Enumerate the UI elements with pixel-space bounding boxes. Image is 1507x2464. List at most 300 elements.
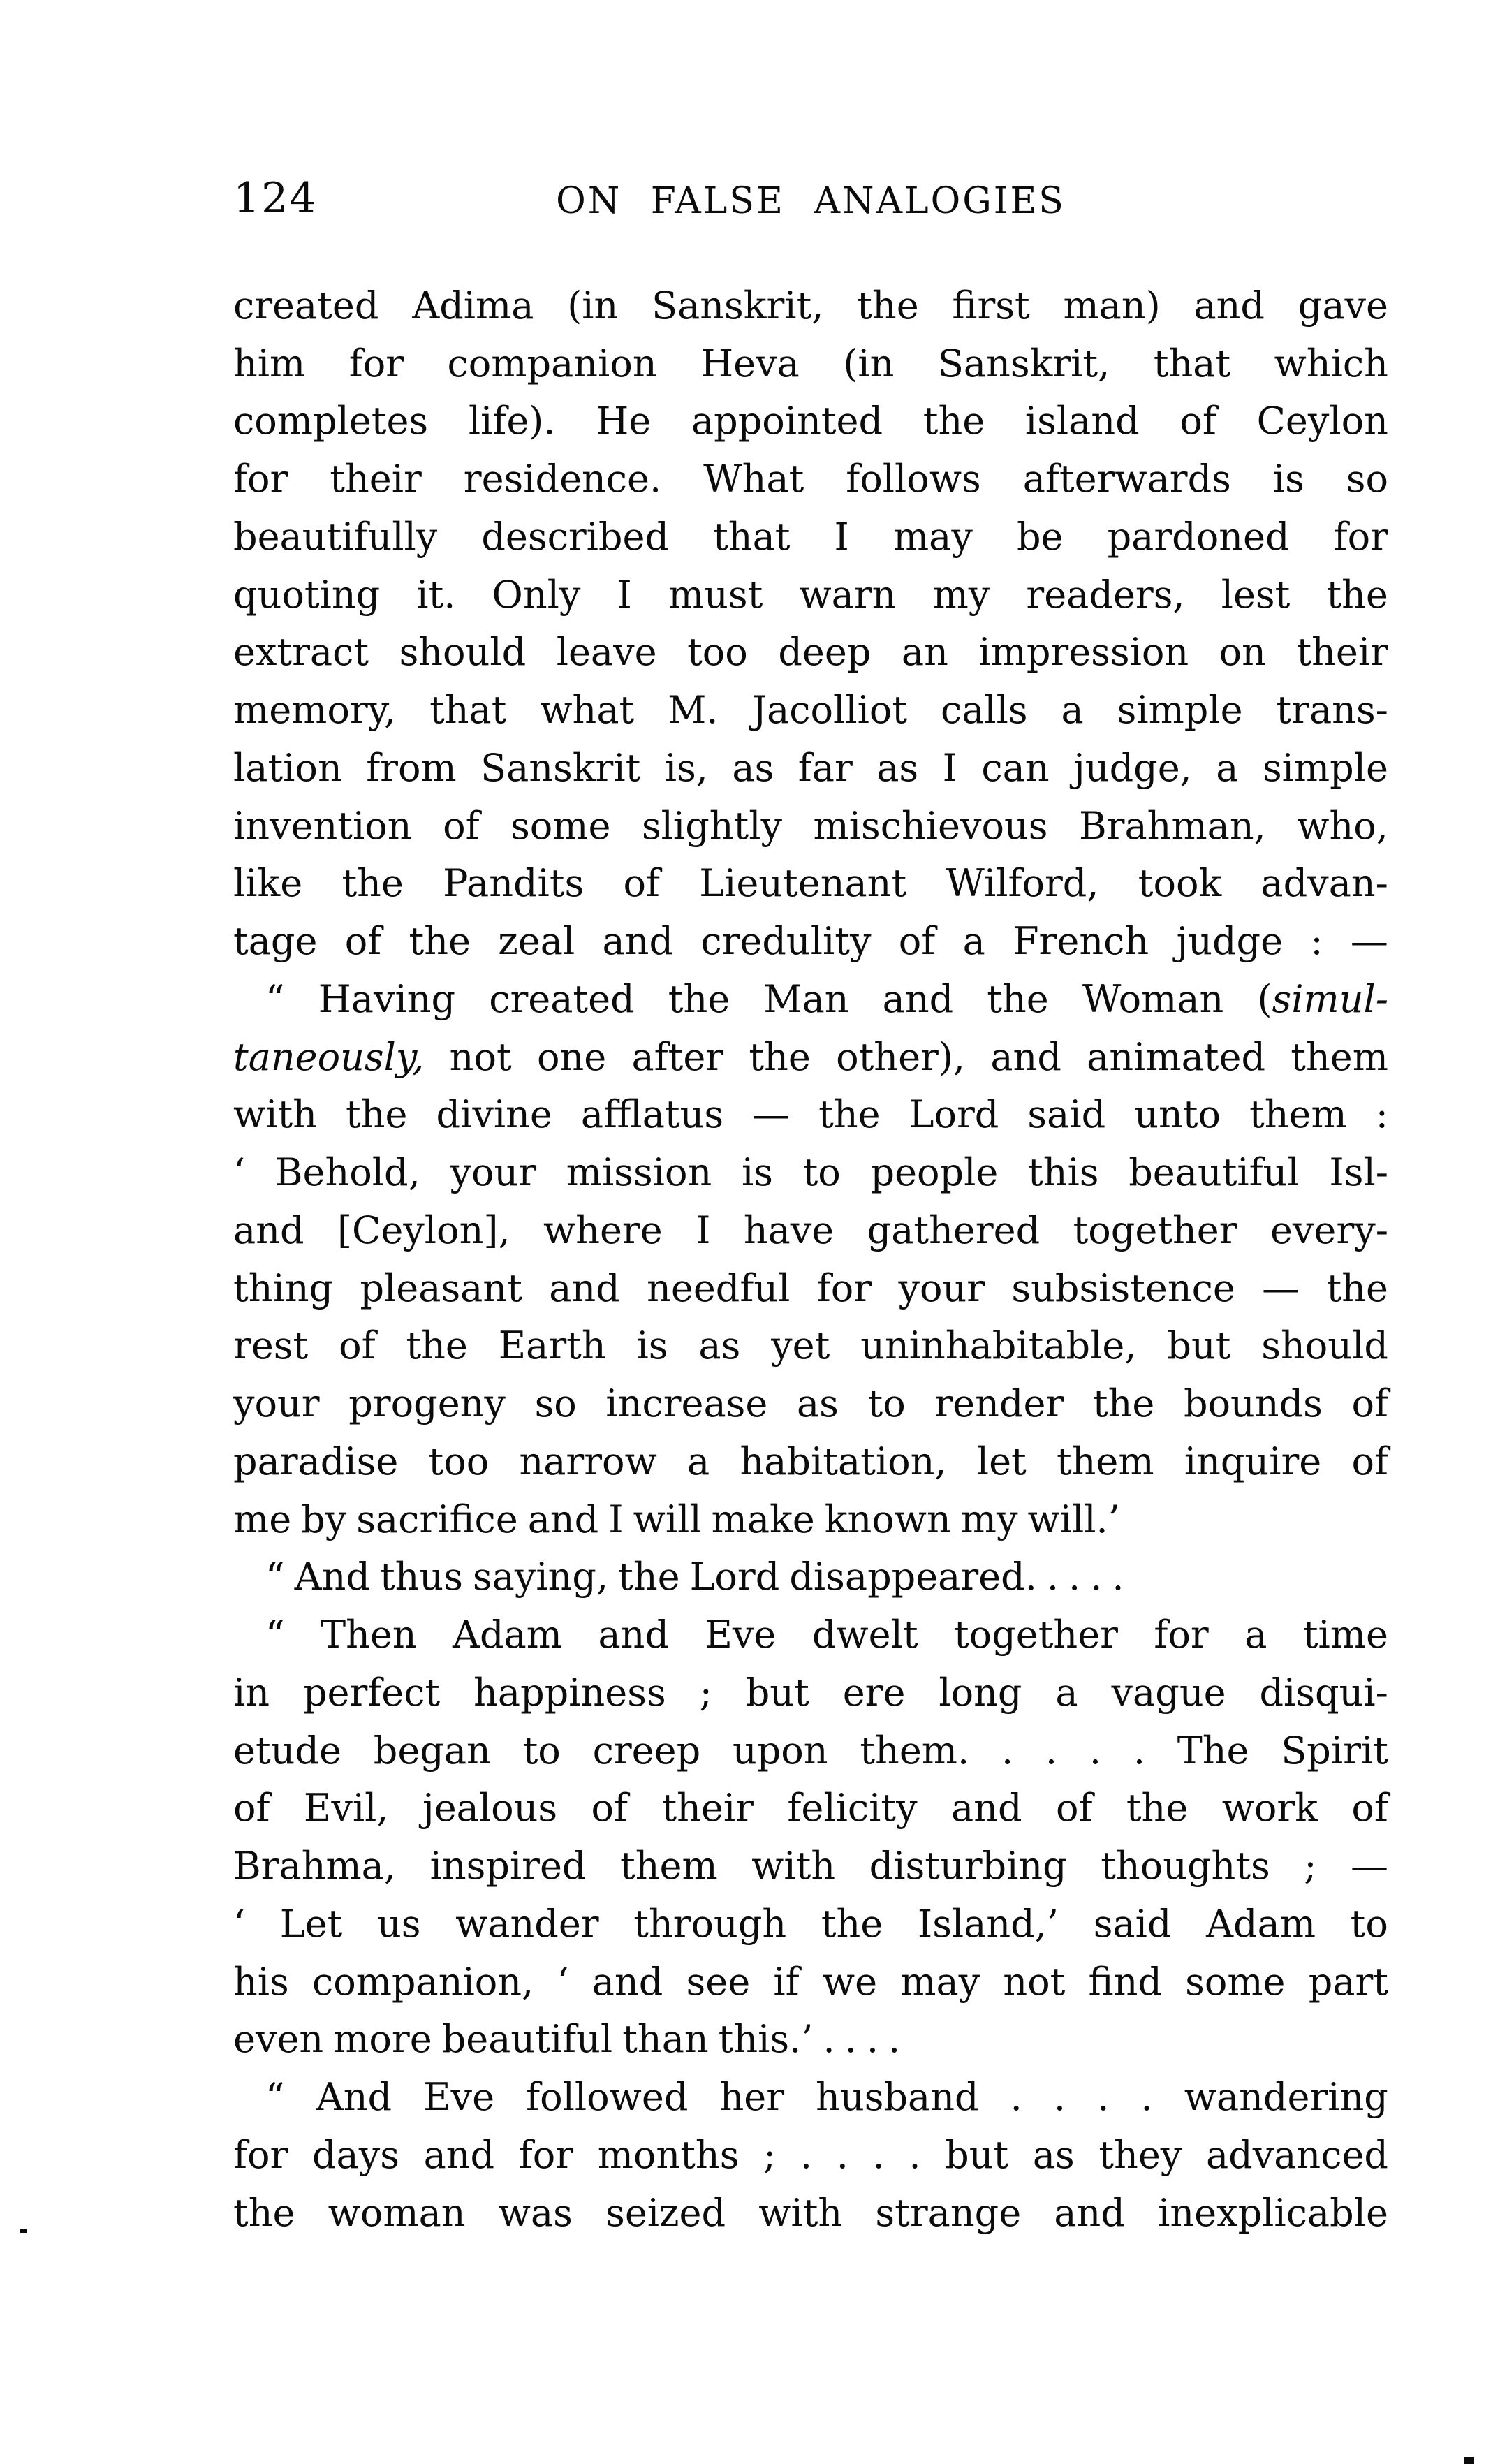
word: work xyxy=(1221,1786,1318,1831)
word: them. xyxy=(860,1728,970,1773)
text-line xyxy=(233,1086,1388,1144)
word: husband xyxy=(816,2075,979,2120)
word: for xyxy=(233,2132,288,2177)
word: her xyxy=(719,2075,785,2120)
word: where xyxy=(543,1208,663,1252)
word: Wilford, xyxy=(946,861,1099,906)
word: began xyxy=(373,1728,491,1773)
word: readers, xyxy=(1026,572,1185,617)
word: residence. xyxy=(463,457,662,501)
word: my xyxy=(960,1497,1018,1541)
word: jealous xyxy=(422,1786,558,1831)
word: . xyxy=(909,2132,921,2177)
word: French xyxy=(1013,919,1149,964)
word: (simul- xyxy=(1257,976,1388,1021)
word: habitation, xyxy=(740,1439,947,1483)
word: described xyxy=(481,514,670,559)
word: . xyxy=(844,2017,857,2062)
word: advan- xyxy=(1260,861,1388,906)
word: and xyxy=(951,1786,1022,1831)
word: . xyxy=(1010,2075,1022,2120)
word: Adam xyxy=(1206,1901,1316,1946)
word: gave xyxy=(1298,283,1388,328)
word: of xyxy=(344,919,382,964)
word: but xyxy=(745,1670,809,1715)
word: the xyxy=(668,976,730,1021)
word: must xyxy=(668,572,763,617)
ink-smudge-mark xyxy=(20,2229,27,2233)
word: and xyxy=(990,1034,1061,1079)
word: their xyxy=(1296,630,1388,675)
word: advanced xyxy=(1205,2132,1388,2177)
word: and xyxy=(1054,2190,1125,2235)
word: with xyxy=(751,1844,836,1889)
word: — xyxy=(1350,1844,1388,1889)
word: ; xyxy=(1304,1844,1317,1889)
word: Only xyxy=(492,572,581,617)
word: I xyxy=(942,745,957,790)
word: What xyxy=(703,457,804,501)
word: And xyxy=(294,1555,370,1599)
word: ere xyxy=(842,1670,906,1715)
word: afflatus xyxy=(580,1092,724,1137)
word: tage xyxy=(233,919,318,964)
word: a xyxy=(1244,1613,1267,1657)
text-line xyxy=(233,1201,1388,1259)
word: The xyxy=(1177,1728,1249,1773)
word: inexplicable xyxy=(1158,2190,1388,2235)
word: will xyxy=(633,1497,702,1541)
word: a xyxy=(962,919,985,964)
word: . xyxy=(1133,1728,1145,1773)
word: — xyxy=(1262,1266,1300,1310)
word: — xyxy=(1350,919,1388,964)
word: Adima xyxy=(412,283,534,328)
word: created xyxy=(489,976,635,1021)
word: increase xyxy=(605,1381,768,1426)
text-line xyxy=(233,1143,1388,1201)
word: paradise xyxy=(233,1439,399,1483)
text-line xyxy=(233,970,1388,1028)
word: and xyxy=(602,919,674,964)
word: said xyxy=(1093,1901,1172,1946)
word: bounds xyxy=(1183,1381,1323,1426)
word: vague xyxy=(1111,1670,1226,1715)
word: far xyxy=(797,745,853,790)
word: uninhabitable, xyxy=(860,1323,1137,1368)
word: your xyxy=(233,1381,320,1426)
word: Behold, xyxy=(274,1150,420,1195)
word: first xyxy=(952,283,1030,328)
word: Then xyxy=(321,1613,417,1657)
word: them xyxy=(620,1844,718,1889)
text-line xyxy=(233,1490,1388,1548)
text-line xyxy=(233,1953,1388,2011)
word: and xyxy=(423,2132,495,2177)
word: thing xyxy=(233,1266,334,1310)
word: to xyxy=(802,1150,841,1195)
word: the xyxy=(749,1034,811,1079)
word: pardoned xyxy=(1107,514,1290,559)
word: companion xyxy=(447,341,657,386)
word: Adam xyxy=(453,1613,563,1657)
word: Island,’ xyxy=(917,1901,1059,1946)
word: and xyxy=(882,976,954,1021)
word: and xyxy=(549,1266,620,1310)
word: : xyxy=(1310,919,1323,964)
word: . xyxy=(1089,1728,1102,1773)
word: Lieutenant xyxy=(699,861,907,906)
word: warn xyxy=(799,572,897,617)
word: . xyxy=(1112,1555,1124,1599)
word: an xyxy=(901,630,948,675)
text-line xyxy=(233,912,1388,970)
word: for xyxy=(348,341,404,386)
word: sacrifice xyxy=(356,1497,518,1541)
word: let xyxy=(976,1439,1027,1483)
word: us xyxy=(376,1901,421,1946)
word: it. xyxy=(416,572,456,617)
word: Sanskrit xyxy=(480,745,641,790)
word: not xyxy=(1003,1959,1066,2004)
word: thoughts xyxy=(1101,1844,1270,1889)
word: deep xyxy=(778,630,872,675)
word: your xyxy=(450,1150,537,1195)
word: inquire xyxy=(1184,1439,1322,1483)
word: is xyxy=(1272,457,1304,501)
word: quoting xyxy=(233,572,381,617)
word: extract xyxy=(233,630,369,675)
word: that xyxy=(713,514,791,559)
word: from xyxy=(366,745,457,790)
word: took xyxy=(1138,861,1222,906)
word: Lord xyxy=(689,1555,780,1599)
text-line xyxy=(233,797,1388,855)
word: should xyxy=(1261,1323,1388,1368)
word: ‘ xyxy=(557,1959,569,2004)
word: island xyxy=(1024,399,1140,443)
word: them xyxy=(1291,1034,1388,1079)
word: them xyxy=(1249,1092,1347,1137)
word: can xyxy=(981,745,1050,790)
word: and xyxy=(233,1208,304,1252)
word: judge xyxy=(1176,919,1284,964)
word: Eve xyxy=(423,2075,495,2120)
word: them xyxy=(1056,1439,1154,1483)
word: will.’ xyxy=(1027,1497,1120,1541)
word: is xyxy=(636,1323,668,1368)
word: through xyxy=(633,1901,787,1946)
word: a xyxy=(1061,688,1084,733)
word: the xyxy=(409,919,471,964)
word: is, xyxy=(664,745,708,790)
word: every- xyxy=(1270,1208,1388,1252)
word: . xyxy=(1053,2075,1066,2120)
word: as xyxy=(732,745,774,790)
word: . xyxy=(866,2017,879,2062)
word: even xyxy=(233,2017,324,2062)
word: a xyxy=(1055,1670,1078,1715)
word: lest xyxy=(1221,572,1291,617)
word: as xyxy=(698,1323,741,1368)
word: I xyxy=(617,572,632,617)
word: their xyxy=(661,1786,753,1831)
word: ‘ xyxy=(233,1901,246,1946)
word: life). xyxy=(468,399,556,443)
word: unto xyxy=(1134,1092,1221,1137)
word: : xyxy=(1375,1092,1388,1137)
word: some xyxy=(510,803,611,848)
word: which xyxy=(1274,341,1388,386)
word: Woman xyxy=(1082,976,1224,1021)
word: Brahman, xyxy=(1078,803,1266,848)
word: followed xyxy=(526,2075,689,2120)
word: together xyxy=(953,1613,1118,1657)
word: . xyxy=(1001,1728,1014,1773)
word: for xyxy=(518,2132,574,2177)
word: woman xyxy=(328,2190,466,2235)
word: of xyxy=(233,1786,270,1831)
text-line xyxy=(233,277,1388,335)
word: people xyxy=(870,1150,999,1195)
word: this xyxy=(1028,1150,1099,1195)
word: should xyxy=(399,630,527,675)
word: divine xyxy=(436,1092,552,1137)
word: Earth xyxy=(498,1323,606,1368)
word: said xyxy=(1027,1092,1106,1137)
word: perfect xyxy=(302,1670,441,1715)
word: disqui- xyxy=(1259,1670,1388,1715)
word: created xyxy=(233,283,379,328)
word: taneously, xyxy=(233,1034,425,1079)
word: disturbing xyxy=(869,1844,1067,1889)
word: progeny xyxy=(348,1381,506,1426)
word: time xyxy=(1302,1613,1388,1657)
word: like xyxy=(233,861,303,906)
word: (in xyxy=(567,283,619,328)
word: with xyxy=(233,1092,317,1137)
word: credulity xyxy=(700,919,872,964)
word: of xyxy=(591,1786,628,1831)
word: the xyxy=(922,399,985,443)
word: the xyxy=(1326,572,1388,617)
word: but xyxy=(945,2132,1009,2177)
word: zeal xyxy=(498,919,575,964)
word: render xyxy=(934,1381,1064,1426)
text-line xyxy=(233,1432,1388,1490)
text-line xyxy=(233,624,1388,682)
word: . xyxy=(1068,1555,1081,1599)
word: of xyxy=(1351,1381,1388,1426)
word: appointed xyxy=(691,399,883,443)
word: simple xyxy=(1262,745,1388,790)
word: the xyxy=(857,283,919,328)
text-line xyxy=(233,739,1388,797)
word: . xyxy=(836,2132,848,2177)
word: impression xyxy=(978,630,1189,675)
text-line xyxy=(233,508,1388,566)
word: beautiful xyxy=(1129,1150,1300,1195)
word: . xyxy=(800,2132,813,2177)
word: Ceylon xyxy=(1256,399,1388,443)
word: of xyxy=(443,803,480,848)
word: the xyxy=(1092,1381,1155,1426)
word: the xyxy=(818,1092,881,1137)
word: follows xyxy=(846,457,981,501)
word: see xyxy=(686,1959,751,2004)
word: that xyxy=(1153,341,1231,386)
text-line xyxy=(233,1664,1388,1722)
word: other), xyxy=(836,1034,966,1079)
word: may xyxy=(892,514,973,559)
word: slightly xyxy=(641,803,783,848)
word: this.’ xyxy=(718,2017,814,2062)
word: ; xyxy=(763,2132,777,2177)
word: leave xyxy=(556,630,657,675)
word: wandering xyxy=(1184,2075,1388,2120)
word: . xyxy=(1097,2075,1110,2120)
word: my xyxy=(932,572,990,617)
word: lation xyxy=(233,745,342,790)
word: Heva xyxy=(700,341,800,386)
word: pleasant xyxy=(360,1266,522,1310)
word: as xyxy=(1032,2132,1075,2177)
word: disappeared. xyxy=(789,1555,1037,1599)
word: narrow xyxy=(519,1439,657,1483)
word: days xyxy=(311,2132,399,2177)
word: of xyxy=(623,861,660,906)
word: . xyxy=(1090,1555,1103,1599)
word: one xyxy=(536,1034,607,1079)
text-line xyxy=(233,1259,1388,1317)
word: was xyxy=(498,2190,573,2235)
word: Man xyxy=(763,976,849,1021)
word: calls xyxy=(940,688,1028,733)
word: felicity xyxy=(787,1786,918,1831)
word: I xyxy=(696,1208,711,1252)
word: mischievous xyxy=(813,803,1048,848)
word: in xyxy=(233,1670,270,1715)
word: what xyxy=(540,688,635,733)
text-line xyxy=(233,2184,1388,2242)
word: be xyxy=(1016,514,1064,559)
word: with xyxy=(758,2190,843,2235)
word: wander xyxy=(455,1901,599,1946)
text-line xyxy=(233,566,1388,624)
word: make xyxy=(711,1497,815,1541)
word: Sanskrit, xyxy=(937,341,1110,386)
word: the xyxy=(341,861,404,906)
text-line xyxy=(233,1374,1388,1432)
word: the xyxy=(1126,1786,1189,1831)
word: more xyxy=(333,2017,432,2062)
word: for xyxy=(816,1266,872,1310)
word: to xyxy=(522,1728,561,1773)
word: they xyxy=(1098,2132,1182,2177)
word: gathered xyxy=(867,1208,1041,1252)
word: dwelt xyxy=(811,1613,918,1657)
page-body-text xyxy=(233,277,1388,2242)
word: invention xyxy=(233,803,412,848)
word: inspired xyxy=(429,1844,587,1889)
word: I xyxy=(608,1497,624,1541)
word: ‘ xyxy=(233,1150,246,1195)
text-line xyxy=(233,393,1388,450)
word: who, xyxy=(1297,803,1388,848)
word: if xyxy=(773,1959,800,2004)
word: as xyxy=(796,1381,839,1426)
word: of xyxy=(1351,1439,1388,1483)
word: on xyxy=(1219,630,1266,675)
word: his xyxy=(233,1959,289,2004)
word: subsistence xyxy=(1011,1266,1235,1310)
word: of xyxy=(1351,1786,1388,1831)
word: Evil, xyxy=(303,1786,389,1831)
word: for xyxy=(1154,1613,1209,1657)
word: the xyxy=(987,976,1049,1021)
word: . xyxy=(888,2017,901,2062)
word: Lord xyxy=(909,1092,999,1137)
word: — xyxy=(752,1092,791,1137)
word: months xyxy=(597,2132,740,2177)
word: creep xyxy=(592,1728,701,1773)
word: animated xyxy=(1087,1034,1266,1079)
word: Sanskrit, xyxy=(652,283,824,328)
word: and xyxy=(598,1613,670,1657)
word: Jacolliot xyxy=(751,688,908,733)
word: yet xyxy=(771,1323,830,1368)
word: “ xyxy=(265,1555,285,1599)
word: afterwards xyxy=(1022,457,1231,501)
word: of xyxy=(898,919,936,964)
word: And xyxy=(316,2075,392,2120)
running-header: ON FALSE ANALOGIES xyxy=(556,180,1066,222)
word: is xyxy=(741,1150,773,1195)
text-line xyxy=(233,1722,1388,1780)
word: Let xyxy=(279,1901,343,1946)
word: the xyxy=(406,1323,468,1368)
word: me xyxy=(233,1497,292,1541)
text-line xyxy=(233,2068,1388,2126)
word: have xyxy=(743,1208,835,1252)
word: trans- xyxy=(1276,688,1388,733)
word: (in xyxy=(843,341,895,386)
word: ; xyxy=(699,1670,712,1715)
word: He xyxy=(596,399,652,443)
word: him xyxy=(233,341,306,386)
word: and xyxy=(591,1959,663,2004)
word: saying, xyxy=(472,1555,609,1599)
text-line xyxy=(233,1548,1388,1606)
word: so xyxy=(534,1381,577,1426)
word: “ xyxy=(265,976,285,1021)
word: your xyxy=(898,1266,985,1310)
word: of xyxy=(1055,1786,1093,1831)
text-line xyxy=(233,681,1388,739)
word: . xyxy=(1045,1728,1058,1773)
word: Pandits xyxy=(443,861,585,906)
page-number: 124 xyxy=(233,174,318,223)
ink-smudge-mark xyxy=(1464,2457,1474,2464)
word: thus xyxy=(379,1555,463,1599)
word: too xyxy=(687,630,748,675)
word: and xyxy=(1193,283,1265,328)
word: and xyxy=(527,1497,599,1541)
word: may xyxy=(900,1959,980,2004)
word: for xyxy=(233,457,288,501)
word: companion, xyxy=(311,1959,534,2004)
text-line xyxy=(233,855,1388,913)
